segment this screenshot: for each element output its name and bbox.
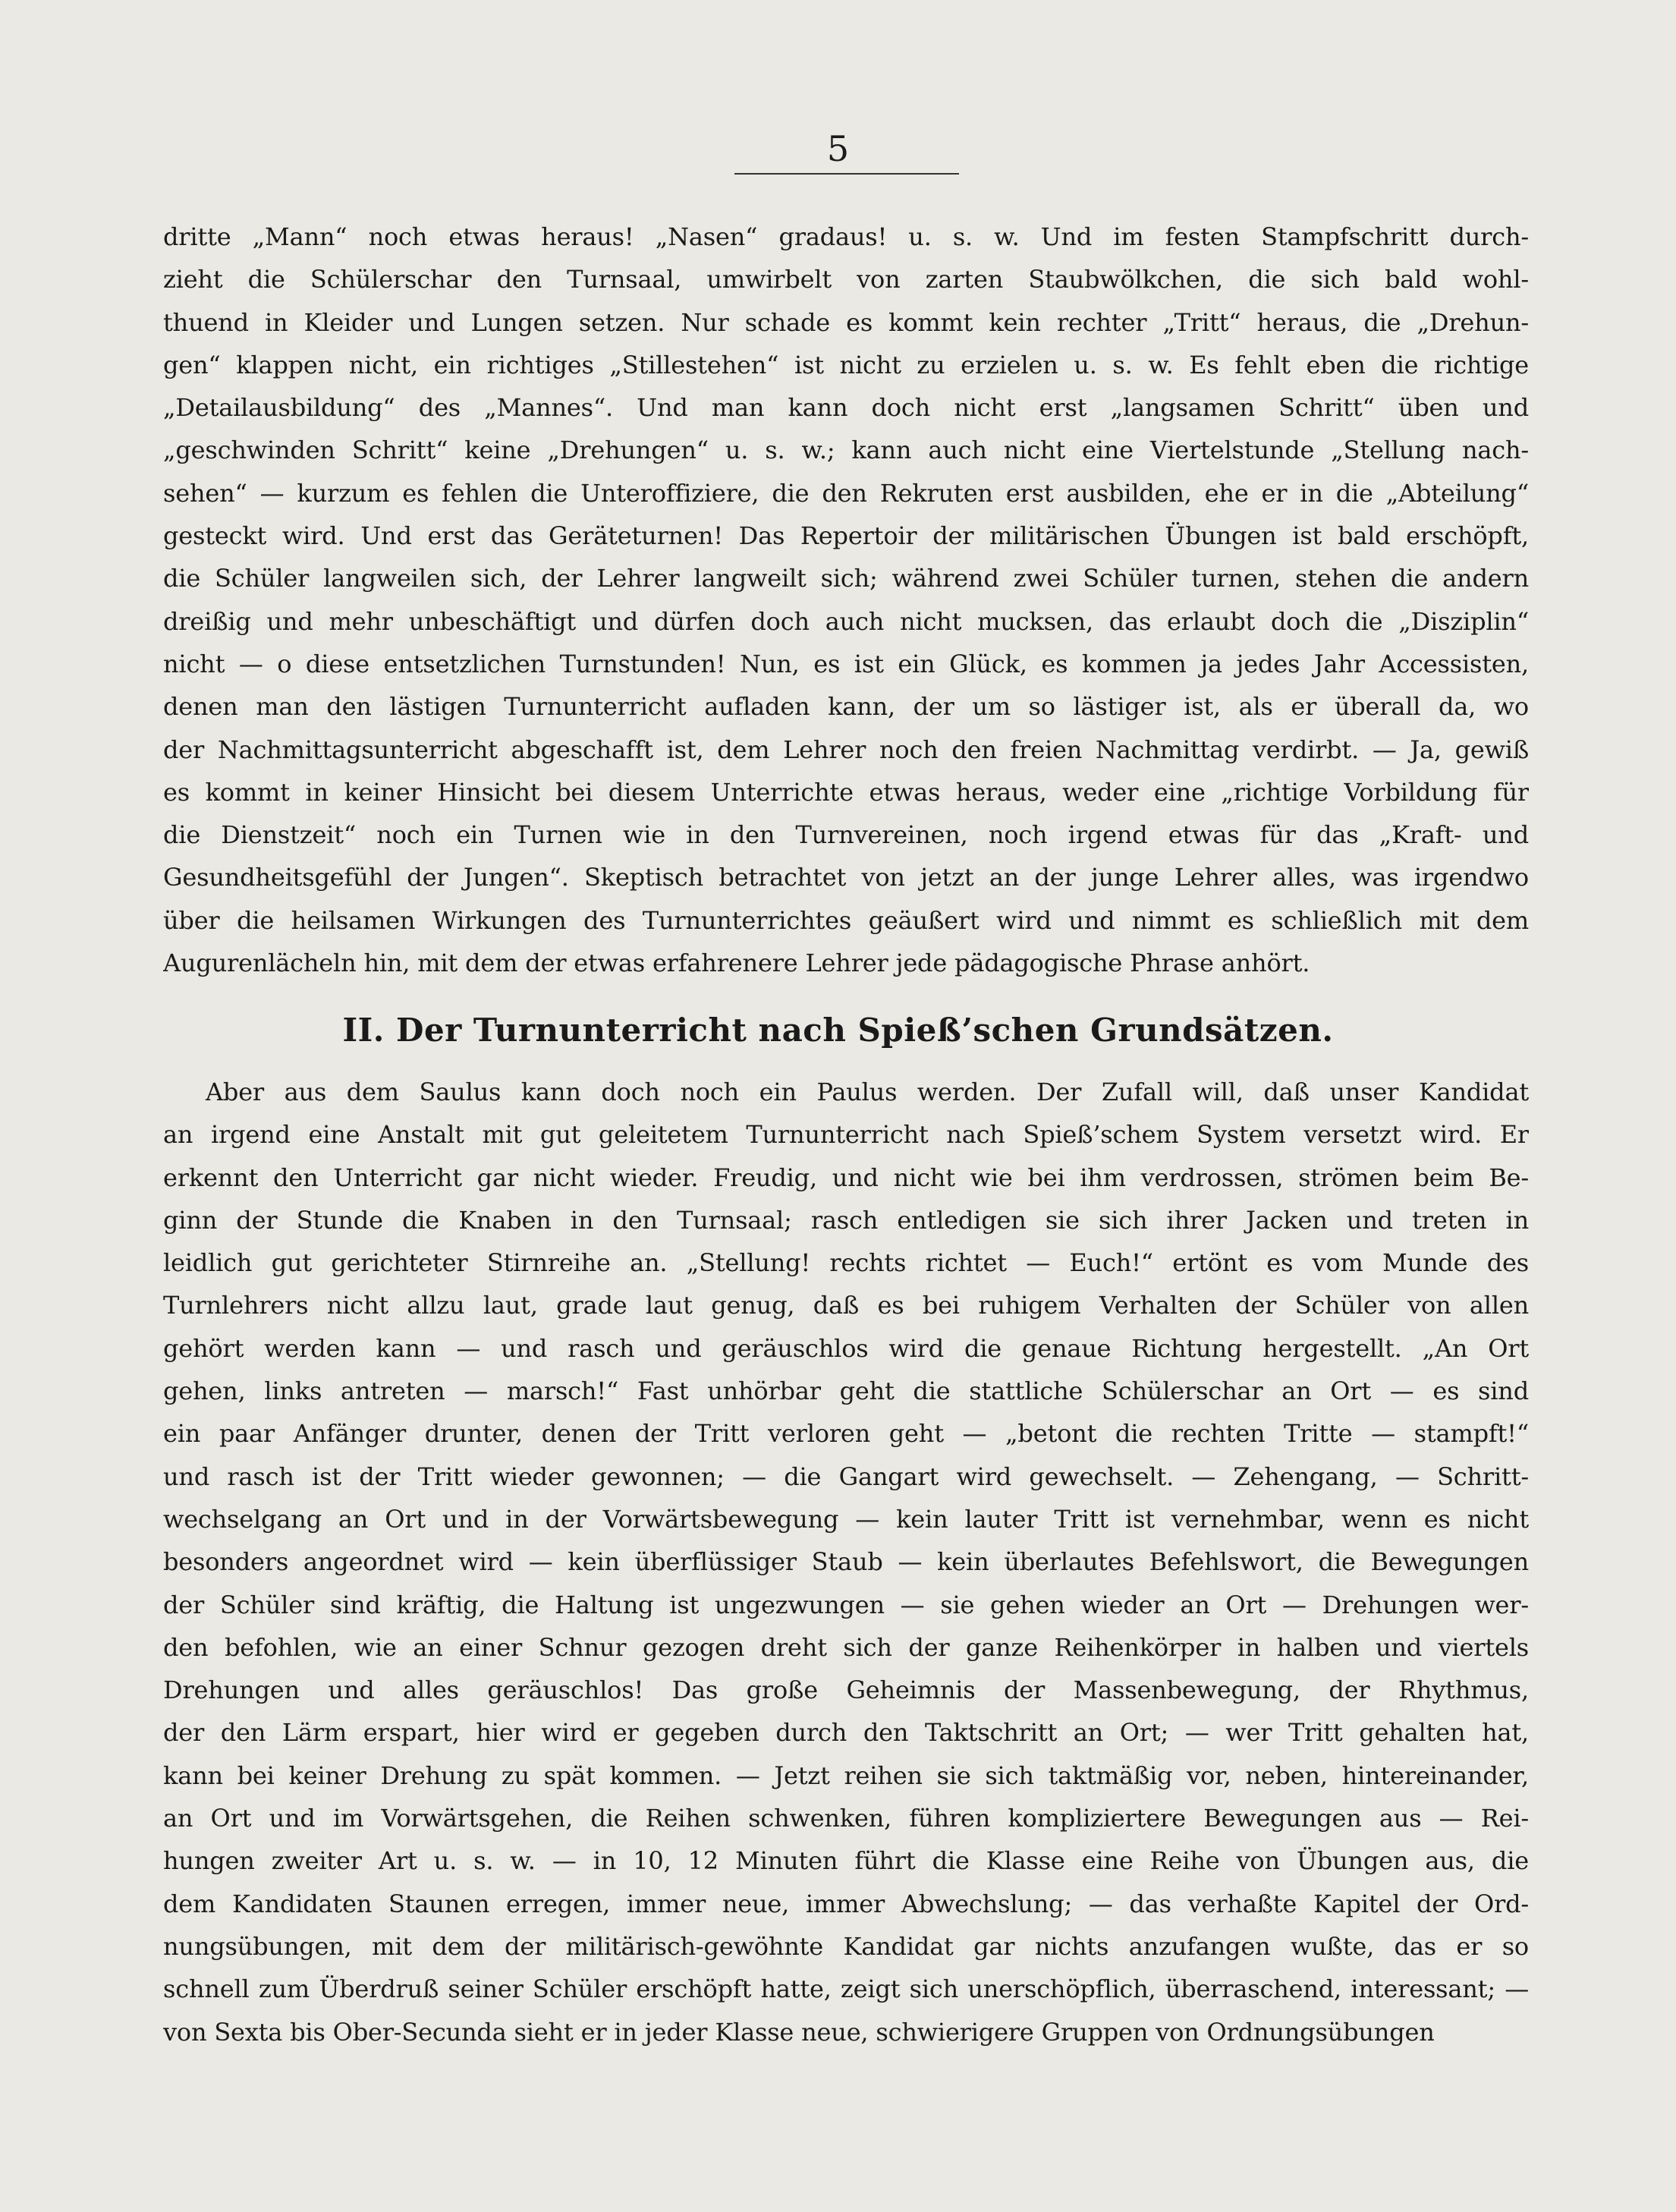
- text-line: der Nachmittagsunterricht abgeschafft ist, dem Lehrer noch den freien Nachmittag verdirbt. — Ja, gewiß: [163, 735, 1529, 764]
- text-line: die Schüler langweilen sich, der Lehrer langweilt sich; während zwei Schüler turnen, stehen die andern: [163, 564, 1529, 593]
- paragraph-1: [163, 216, 1529, 984]
- text-line: an Ort und im Vorwärtsgehen, die Reihen schwenken, führen kompliziertere Bewegungen aus — Rei-: [163, 1804, 1529, 1833]
- text-line: gehört werden kann — und rasch und geräuschlos wird die genaue Richtung hergestellt. „An Ort: [163, 1333, 1529, 1363]
- text-line: nungsübungen, mit dem der militärisch-gewöhnte Kandidat gar nichts anzufangen wußte, das er so: [163, 1931, 1529, 1961]
- text-line: die Dienstzeit“ noch ein Turnen wie in den Turnvereinen, noch irgend etwas für das „Kraft- und: [163, 820, 1529, 850]
- page-number: 5: [826, 128, 850, 169]
- text-line: und rasch ist der Tritt wieder gewonnen; — die Gangart wird gewechselt. — Zehengang, — Schritt-: [163, 1462, 1529, 1491]
- text-line: der Schüler sind kräftig, die Haltung ist ungezwungen — sie gehen wieder an Ort — Drehungen wer-: [163, 1590, 1529, 1619]
- text-line: Turnlehrers nicht allzu laut, grade laut genug, daß es bei ruhigem Verhalten der Schüler von allen: [163, 1291, 1529, 1320]
- text-line: Gesundheitsgefühl der Jungen“. Skeptisch betrachtet von jetzt an der junge Lehrer alles, was irgendwo: [163, 863, 1529, 892]
- text-line: Drehungen und alles geräuschlos! Das große Geheimnis der Massenbewegung, der Rhythmus,: [163, 1676, 1529, 1705]
- text-line: leidlich gut gerichteter Stirnreihe an. „Stellung! rechts richtet — Euch!“ ertönt es vom Munde des: [163, 1248, 1529, 1278]
- text-line: schnell zum Überdruß seiner Schüler erschöpft hatte, zeigt sich unerschöpflich, überraschend, interessant; —: [163, 1974, 1529, 2004]
- page-number-rule: [734, 173, 959, 175]
- text-line: von Sexta bis Ober-Secunda sieht er in jeder Klasse neue, schwierigere Gruppen von Ordnungsübungen: [163, 2017, 1435, 2047]
- text-line: gehen, links antreten — marsch!“ Fast unhörbar geht die stattliche Schülerschar an Ort — es sind: [163, 1377, 1529, 1406]
- text-line: den befohlen, wie an einer Schnur gezogen dreht sich der ganze Reihenkörper in halben und viertels: [163, 1632, 1529, 1662]
- text-line: erkennt den Unterricht gar nicht wieder. Freudig, und nicht wie bei ihm verdrossen, strömen beim Be-: [163, 1163, 1529, 1192]
- text-line: an irgend eine Anstalt mit gut geleitetem Turnunterricht nach Spieß’schem System versetzt wird. Er: [163, 1120, 1529, 1150]
- text-line: denen man den lästigen Turnunterricht aufladen kann, der um so lästiger ist, als er überall da, wo: [163, 692, 1529, 722]
- text-line: dem Kandidaten Staunen erregen, immer neue, immer Abwechslung; — das verhaßte Kapitel der Ord-: [163, 1889, 1529, 1918]
- text-line: wechselgang an Ort und in der Vorwärtsbewegung — kein lauter Tritt ist vernehmbar, wenn es nicht: [163, 1504, 1529, 1534]
- section-heading: II. Der Turnunterricht nach Spieß’schen Grundsätzen.: [342, 1012, 1334, 1049]
- paragraph-2: [163, 1071, 1529, 2053]
- text-line: „geschwinden Schritt“ keine „Drehungen“ u. s. w.; kann auch nicht eine Viertelstunde „Stellung nach-: [163, 436, 1529, 465]
- text-line: gesteckt wird. Und erst das Geräteturnen! Das Repertoir der militärischen Übungen ist bald erschöpft,: [163, 521, 1529, 551]
- text-line: ginn der Stunde die Knaben in den Turnsaal; rasch entledigen sie sich ihrer Jacken und treten in: [163, 1205, 1529, 1235]
- text-line: besonders angeordnet wird — kein überflüssiger Staub — kein überlautes Befehlswort, die Bewegungen: [163, 1547, 1529, 1577]
- text-line: dritte „Mann“ noch etwas heraus! „Nasen“ gradaus! u. s. w. Und im festen Stampfschritt durch-: [163, 222, 1529, 251]
- text-line: Augurenlächeln hin, mit dem der etwas erfahrenere Lehrer jede pädagogische Phrase anhört.: [163, 949, 1310, 978]
- text-line: der den Lärm erspart, hier wird er gegeben durch den Taktschritt an Ort; — wer Tritt gehalten hat,: [163, 1718, 1529, 1748]
- text-line: gen“ klappen nicht, ein richtiges „Stillestehen“ ist nicht zu erzielen u. s. w. Es fehlt eben die richtige: [163, 350, 1529, 379]
- text-line: über die heilsamen Wirkungen des Turnunterrichtes geäußert wird und nimmt es schließlich mit dem: [163, 905, 1529, 935]
- text-line: ein paar Anfänger drunter, denen der Tritt verloren geht — „betont die rechten Tritte — stampft!“: [163, 1419, 1529, 1449]
- text-line: kann bei keiner Drehung zu spät kommen. — Jetzt reihen sie sich taktmäßig vor, neben, hintereinander,: [163, 1760, 1529, 1790]
- text-line: sehen“ — kurzum es fehlen die Unteroffiziere, die den Rekruten erst ausbilden, ehe er in die „Abteilung“: [163, 478, 1529, 508]
- text-line: dreißig und mehr unbeschäftigt und dürfen doch auch nicht mucksen, das erlaubt doch die „Disziplin“: [163, 606, 1529, 636]
- text-line: „Detailausbildung“ des „Mannes“. Und man kann doch nicht erst „langsamen Schritt“ üben und: [163, 393, 1529, 423]
- text-line: es kommt in keiner Hinsicht bei diesem Unterrichte etwas heraus, weder eine „richtige Vorbildung für: [163, 777, 1529, 807]
- text-line: Aber aus dem Saulus kann doch noch ein Paulus werden. Der Zufall will, daß unser Kandidat: [206, 1078, 1529, 1106]
- text-line: thuend in Kleider und Lungen setzen. Nur schade es kommt kein rechter „Tritt“ heraus, die „Drehun-: [163, 307, 1529, 337]
- text-line: zieht die Schülerschar den Turnsaal, umwirbelt von zarten Staubwölkchen, die sich bald wohl-: [163, 265, 1529, 294]
- text-line: nicht — o diese entsetzlichen Turnstunden! Nun, es ist ein Glück, es kommen ja jedes Jahr Accessisten,: [163, 649, 1529, 678]
- text-line: hungen zweiter Art u. s. w. — in 10, 12 Minuten führt die Klasse eine Reihe von Übungen aus, die: [163, 1846, 1529, 1876]
